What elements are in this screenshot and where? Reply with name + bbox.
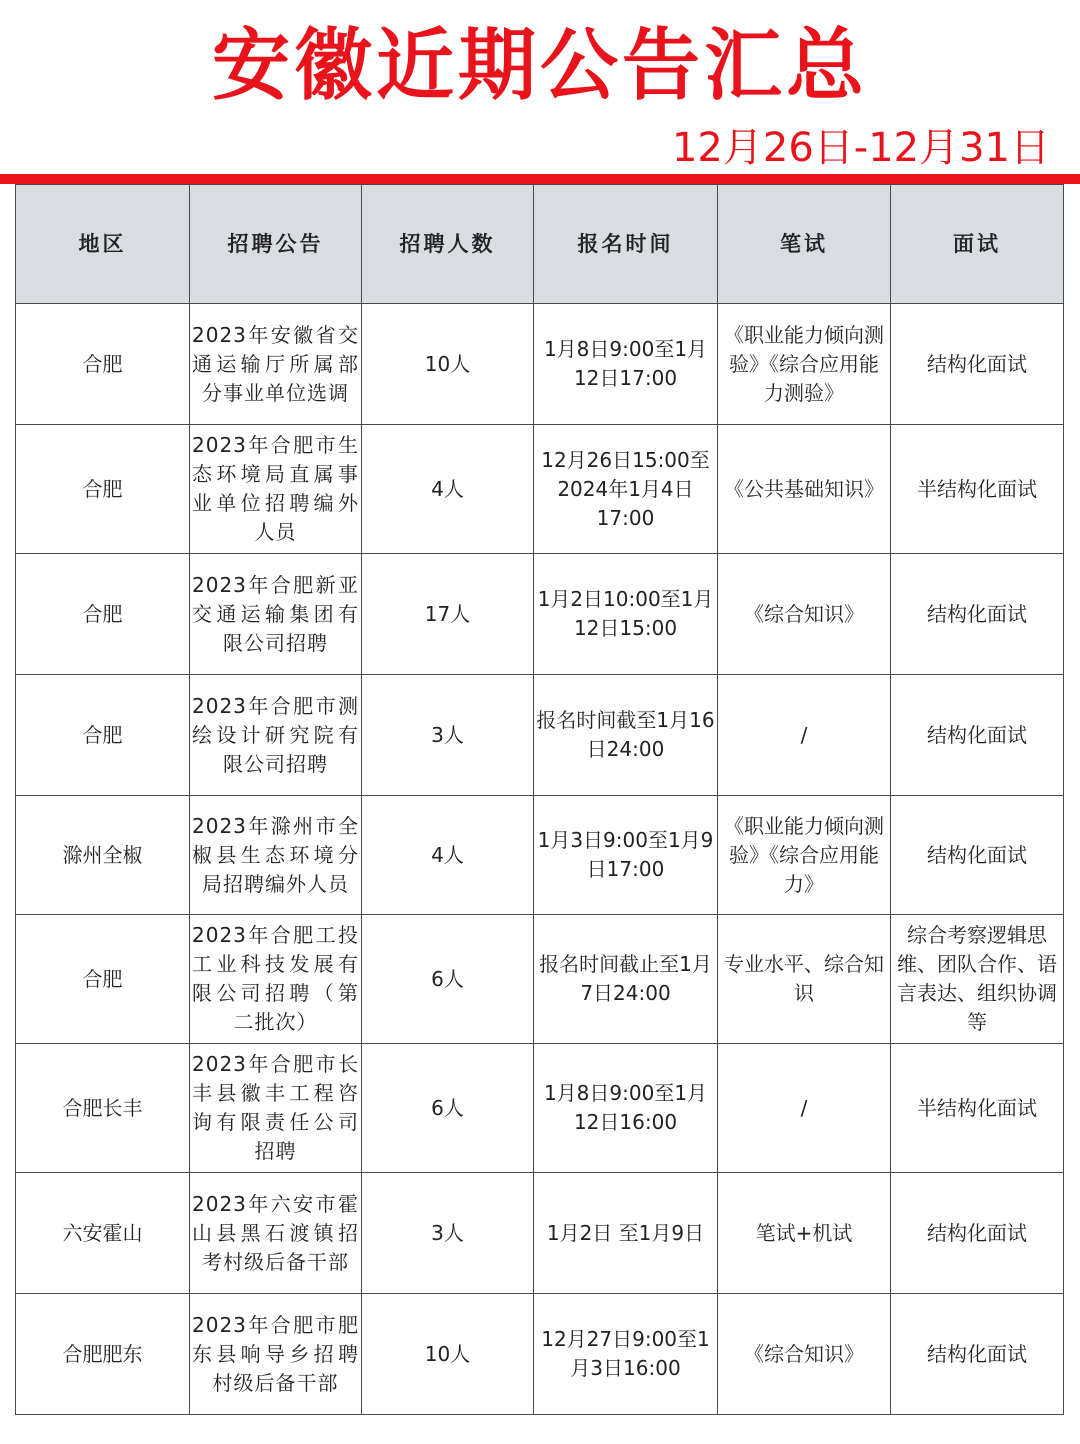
cell-region: 合肥长丰: [16, 1044, 190, 1173]
cell-notice: 2023年合肥市肥东县响导乡招聘村级后备干部: [190, 1294, 362, 1415]
cell-registration-time: 1月2日10:00至1月12日15:00: [534, 554, 718, 675]
page-title: 安徽近期公告汇总: [211, 21, 868, 111]
table-row: [16, 1044, 1064, 1173]
cell-headcount: 10人: [362, 1294, 534, 1415]
table-row: [16, 796, 1064, 915]
header-headcount: 招聘人数: [362, 185, 534, 304]
cell-headcount: 3人: [362, 1173, 534, 1294]
header-written-exam: 笔试: [718, 185, 891, 304]
cell-notice: 2023年合肥市长丰县徽丰工程咨询有限责任公司招聘: [190, 1044, 362, 1173]
cell-registration-time: 1月8日9:00至1月12日16:00: [534, 1044, 718, 1173]
header-region: 地区: [16, 185, 190, 304]
cell-notice: 2023年六安市霍山县黑石渡镇招考村级后备干部: [190, 1173, 362, 1294]
cell-region: 滁州全椒: [16, 796, 190, 915]
cell-region: 六安霍山: [16, 1173, 190, 1294]
table-row: [16, 554, 1064, 675]
table-row: [16, 425, 1064, 554]
header-notice: 招聘公告: [190, 185, 362, 304]
table-row: [16, 1173, 1064, 1294]
header-interview: 面试: [891, 185, 1064, 304]
cell-written-exam: 《职业能力倾向测验》《综合应用能力》: [718, 796, 891, 915]
cell-registration-time: 报名时间截至1月16日24:00: [534, 675, 718, 796]
table-row: [16, 915, 1064, 1044]
cell-notice: 2023年合肥市生态环境局直属事业单位招聘编外人员: [190, 425, 362, 554]
table-row: [16, 1294, 1064, 1415]
cell-headcount: 4人: [362, 425, 534, 554]
date-range: 12月26日-12月31日: [671, 125, 1050, 171]
cell-region: 合肥: [16, 425, 190, 554]
cell-notice: 2023年安徽省交通运输厅所属部分事业单位选调: [190, 304, 362, 425]
cell-notice: 2023年合肥工投工业科技发展有限公司招聘（第二批次）: [190, 915, 362, 1044]
cell-interview: 结构化面试: [891, 304, 1064, 425]
cell-registration-time: 1月3日9:00至1月9日17:00: [534, 796, 718, 915]
announcement-table-container: [15, 184, 1063, 1415]
cell-region: 合肥: [16, 915, 190, 1044]
cell-region: 合肥: [16, 675, 190, 796]
cell-registration-time: 12月26日15:00至2024年1月4日17:00: [534, 425, 718, 554]
cell-written-exam: 专业水平、综合知识: [718, 915, 891, 1044]
cell-headcount: 3人: [362, 675, 534, 796]
cell-headcount: 17人: [362, 554, 534, 675]
cell-headcount: 6人: [362, 915, 534, 1044]
cell-interview: 结构化面试: [891, 1294, 1064, 1415]
header-registration-time: 报名时间: [534, 185, 718, 304]
cell-interview: 半结构化面试: [891, 425, 1064, 554]
cell-region: 合肥: [16, 304, 190, 425]
cell-interview: 结构化面试: [891, 554, 1064, 675]
announcement-table: [15, 184, 1064, 1415]
table-row: [16, 675, 1064, 796]
cell-interview: 半结构化面试: [891, 1044, 1064, 1173]
cell-written-exam: 《职业能力倾向测验》《综合应用能力测验》: [718, 304, 891, 425]
cell-notice: 2023年合肥新亚交通运输集团有限公司招聘: [190, 554, 362, 675]
table-header-row: [16, 185, 1064, 304]
cell-registration-time: 1月8日9:00至1月12日17:00: [534, 304, 718, 425]
cell-region: 合肥: [16, 554, 190, 675]
table-row: [16, 304, 1064, 425]
cell-written-exam: 笔试+机试: [718, 1173, 891, 1294]
cell-written-exam: /: [718, 1044, 891, 1173]
cell-region: 合肥肥东: [16, 1294, 190, 1415]
cell-notice: 2023年滁州市全椒县生态环境分局招聘编外人员: [190, 796, 362, 915]
cell-written-exam: 《综合知识》: [718, 1294, 891, 1415]
cell-headcount: 10人: [362, 304, 534, 425]
cell-headcount: 4人: [362, 796, 534, 915]
cell-interview: 结构化面试: [891, 1173, 1064, 1294]
cell-registration-time: 1月2日 至1月9日: [534, 1173, 718, 1294]
cell-written-exam: /: [718, 675, 891, 796]
cell-registration-time: 12月27日9:00至1月3日16:00: [534, 1294, 718, 1415]
cell-interview: 综合考察逻辑思维、团队合作、语言表达、组织协调等: [891, 915, 1064, 1044]
cell-notice: 2023年合肥市测绘设计研究院有限公司招聘: [190, 675, 362, 796]
cell-interview: 结构化面试: [891, 796, 1064, 915]
cell-registration-time: 报名时间截止至1月7日24:00: [534, 915, 718, 1044]
cell-interview: 结构化面试: [891, 675, 1064, 796]
cell-written-exam: 《综合知识》: [718, 554, 891, 675]
cell-headcount: 6人: [362, 1044, 534, 1173]
cell-written-exam: 《公共基础知识》: [718, 425, 891, 554]
title-divider: [0, 174, 1080, 184]
